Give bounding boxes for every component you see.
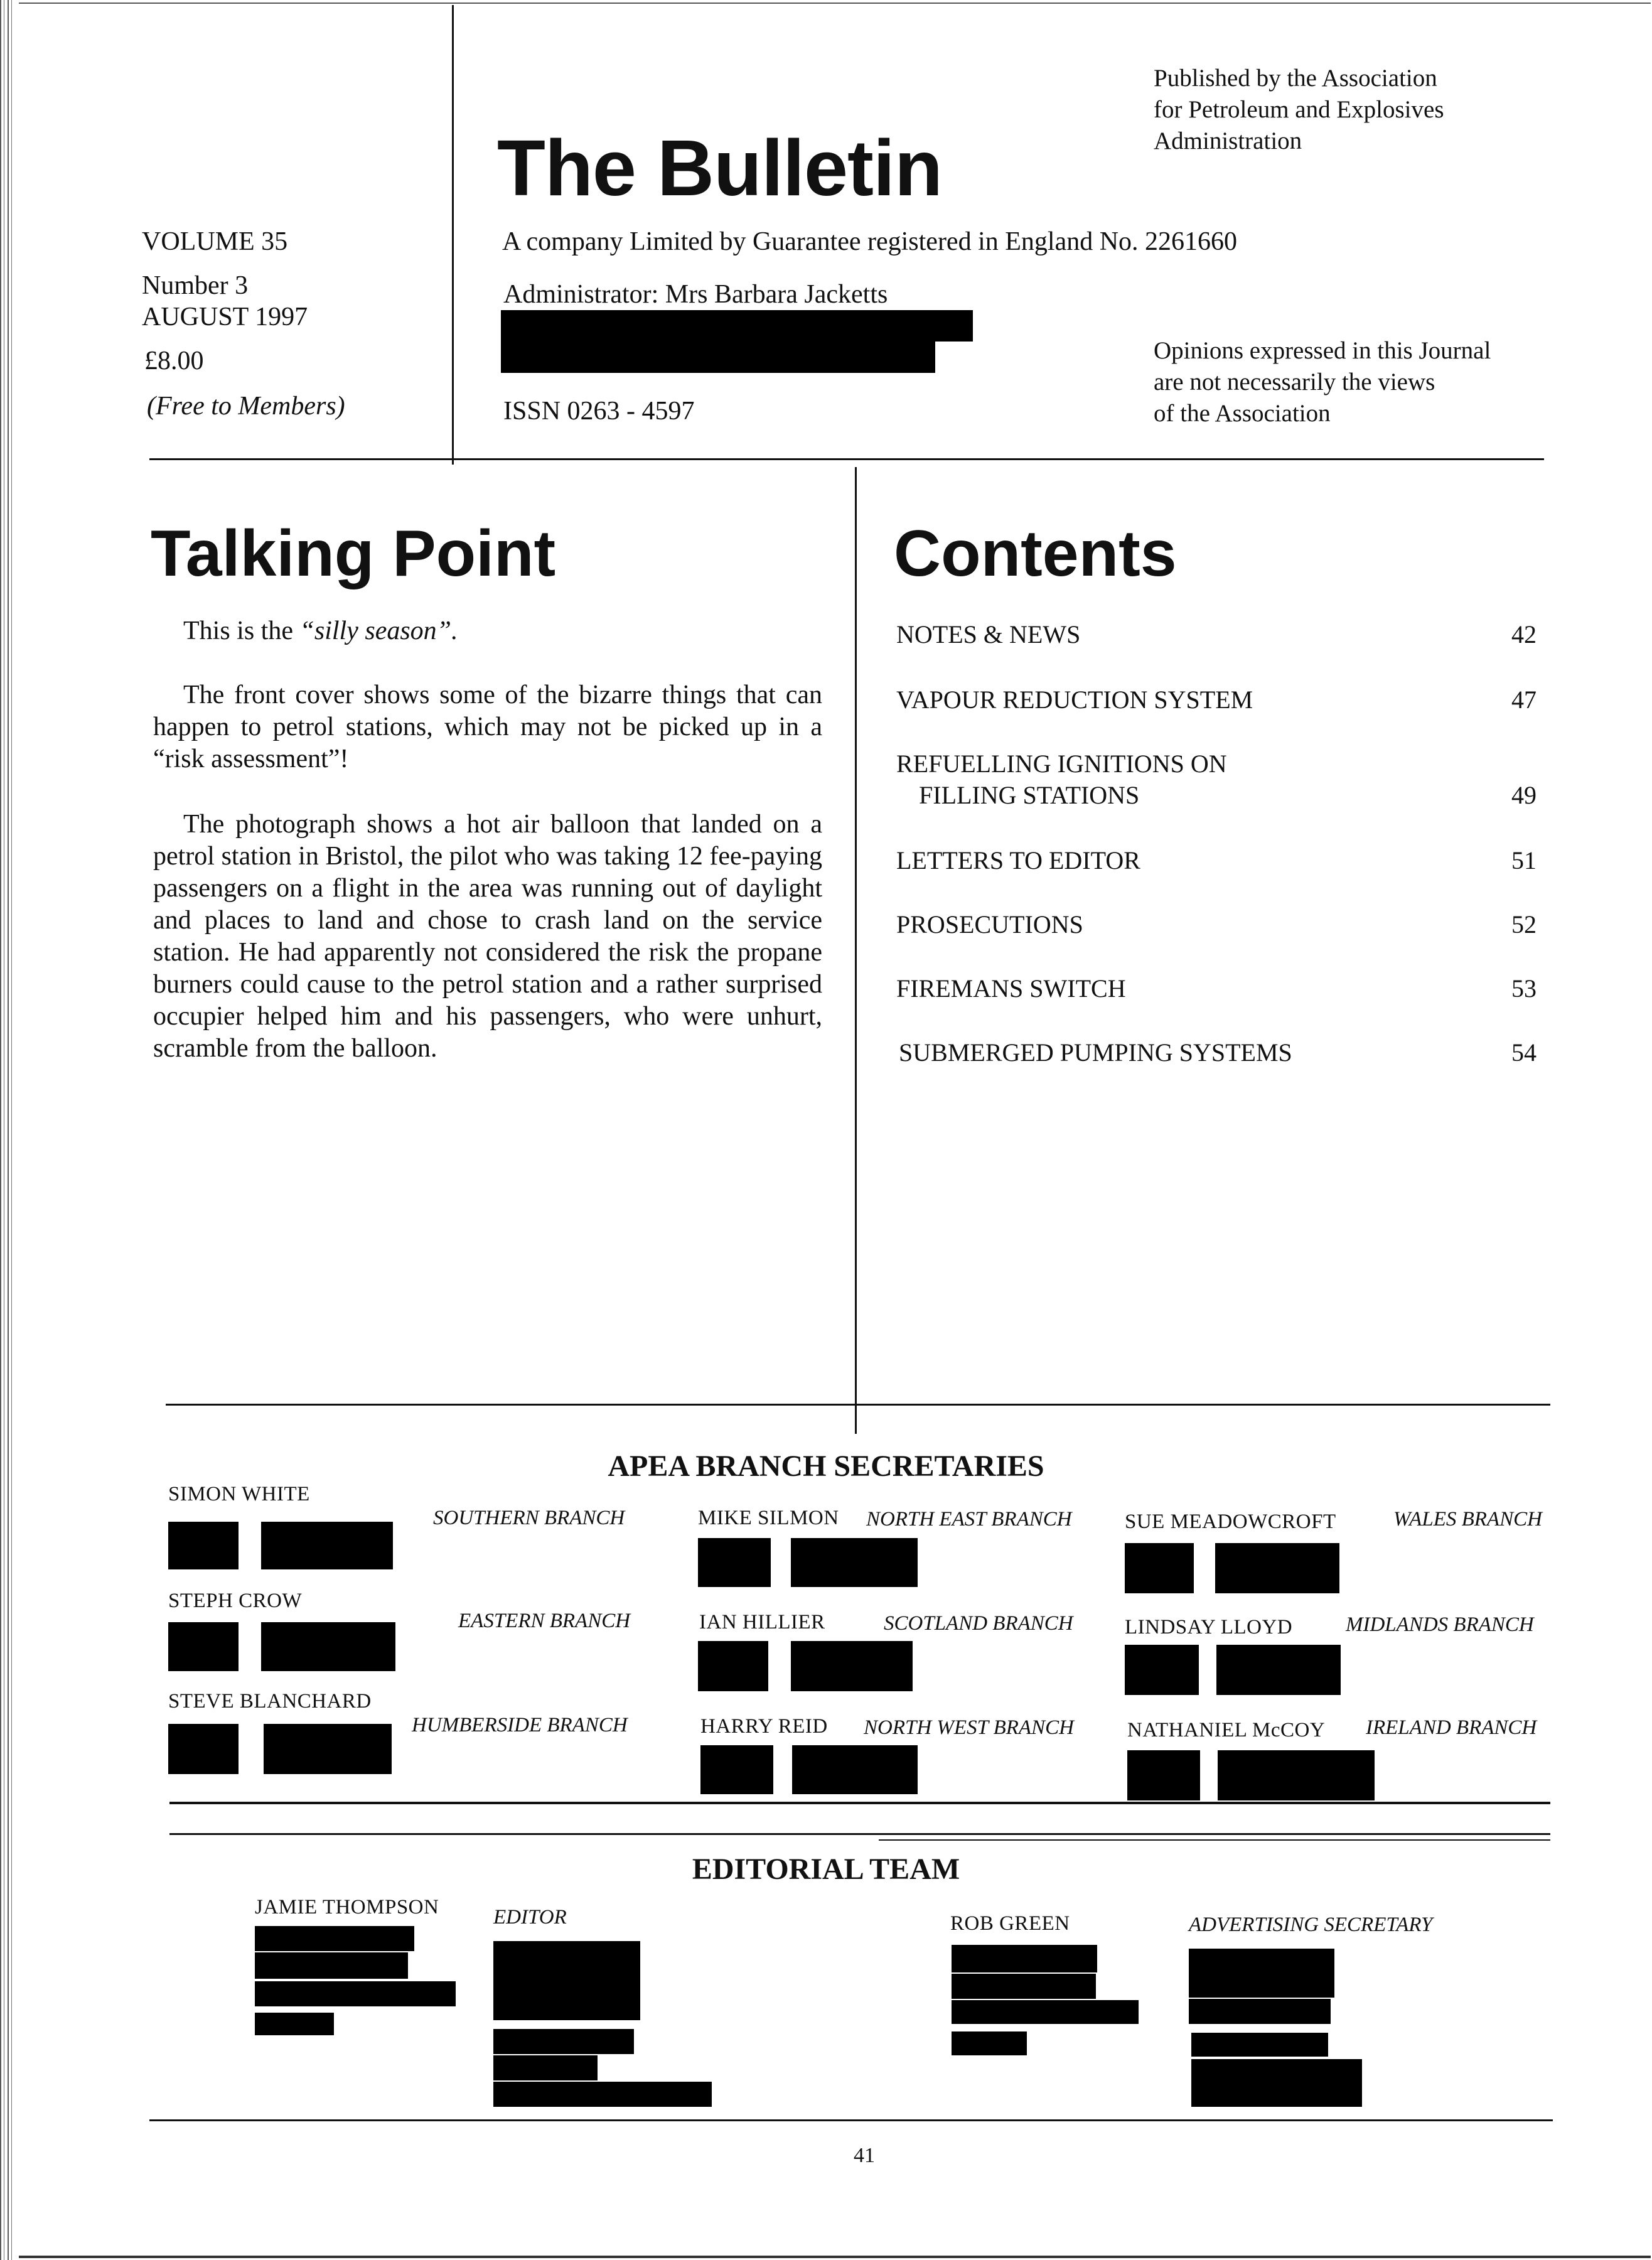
header-divider: [452, 5, 454, 465]
redacted-contact: [1125, 1645, 1199, 1695]
secretary-name: IAN HILLIER: [699, 1611, 825, 1633]
redacted-contact: [952, 1945, 1097, 1972]
redacted-contact: [700, 1745, 773, 1794]
branch-name: IRELAND BRANCH: [1366, 1716, 1537, 1739]
secretary-name: NATHANIEL McCOY: [1127, 1719, 1326, 1741]
secretary-name: SUE MEADOWCROFT: [1125, 1510, 1336, 1533]
toc-item[interactable]: NOTES & NEWS 42: [896, 620, 1537, 648]
redacted-contact: [1191, 2033, 1328, 2057]
redacted-contact: [255, 1981, 456, 2006]
page-number: 41: [854, 2144, 875, 2167]
redacted-contact: [493, 1941, 640, 2020]
secretary-name: MIKE SILMON: [698, 1507, 839, 1529]
branch-bottom-rule: [879, 1839, 1550, 1841]
redacted-contact: [698, 1538, 771, 1587]
branch-name: SOUTHERN BRANCH: [433, 1507, 625, 1529]
redacted-contact: [791, 1641, 913, 1691]
branch-name: HUMBERSIDE BRANCH: [412, 1714, 628, 1736]
redacted-contact: [264, 1724, 392, 1774]
redacted-contact: [952, 2031, 1027, 2055]
talking-point-heading: Talking Point: [151, 517, 556, 590]
redacted-address-1: [501, 310, 973, 342]
redacted-contact: [1189, 1999, 1331, 2024]
scan-bottom-edge: [19, 2256, 1651, 2258]
branch-bottom-rule: [169, 1833, 1550, 1835]
redacted-contact: [1125, 1543, 1194, 1593]
secretary-name: STEVE BLANCHARD: [168, 1690, 372, 1713]
branch-name: WALES BRANCH: [1393, 1508, 1542, 1531]
toc-item[interactable]: SUBMERGED PUMPING SYSTEMS 54: [899, 1038, 1537, 1067]
page-title: The Bulletin: [497, 124, 942, 212]
talking-point-paragraph-2: The photograph shows a hot air balloon that landed on a petrol station in Bristol, the pilot who was taking 12 fee-paying passengers on a flight in the area was running out of daylight and places to land and chose to crash land on the service station. He had apparently not considered the risk the propane burners could cause to the petrol station and a rather surprised occupier helped him and his passengers, who were unhurt, scramble from the balloon.: [153, 810, 822, 1063]
issn: ISSN 0263 - 4597: [503, 397, 695, 426]
redacted-contact: [698, 1641, 768, 1691]
redacted-contact: [1127, 1750, 1200, 1800]
volume-label: VOLUME 35: [142, 227, 288, 256]
editor-role: EDITOR: [493, 1906, 567, 1929]
secretary-name: SIMON WHITE: [168, 1483, 310, 1505]
redacted-contact: [255, 1926, 414, 1951]
branch-bottom-rule: [169, 1802, 1550, 1804]
talking-point-paragraph-1: The front cover shows some of the bizarre things that can happen to petrol stations, which may not be picked up in a “risk assessment”!: [153, 681, 822, 773]
issue-date: AUGUST 1997: [142, 303, 308, 331]
advertising-secretary-role: ADVERTISING SECRETARY: [1189, 1913, 1433, 1936]
redacted-address-2: [501, 342, 935, 373]
redacted-contact: [261, 1622, 395, 1671]
talking-point-intro: This is the “silly season”.: [183, 616, 458, 645]
issue-number: Number 3: [142, 271, 249, 300]
redacted-contact: [1216, 1645, 1341, 1695]
redacted-contact: [792, 1745, 918, 1794]
branch-name: SCOTLAND BRANCH: [884, 1612, 1073, 1635]
editorial-team-heading: EDITORIAL TEAM: [692, 1853, 960, 1886]
branch-name: NORTH EAST BRANCH: [866, 1508, 1072, 1531]
secretary-name: HARRY REID: [700, 1715, 828, 1738]
redacted-contact: [493, 2055, 598, 2080]
editor-name: JAMIE THOMPSON: [255, 1896, 439, 1918]
redacted-contact: [493, 2082, 712, 2107]
opinion-disclaimer: Opinions expressed in this Journal are not necessarily the views of the Association: [1154, 337, 1491, 427]
advertising-secretary-name: ROB GREEN: [950, 1912, 1070, 1935]
redacted-contact: [493, 2029, 634, 2054]
scan-edge: [0, 0, 14, 2260]
toc-item[interactable]: REFUELLING IGNITIONS ON FILLING STATIONS 49: [896, 750, 1537, 809]
administrator: Administrator: Mrs Barbara Jacketts: [503, 280, 888, 309]
branch-secretaries-heading: APEA BRANCH SECRETARIES: [608, 1450, 1044, 1483]
redacted-contact: [168, 1522, 239, 1569]
redacted-contact: [1191, 2059, 1362, 2107]
redacted-contact: [1215, 1543, 1339, 1593]
redacted-contact: [952, 2000, 1139, 2024]
price: £8.00: [144, 347, 204, 375]
branch-name: NORTH WEST BRANCH: [864, 1716, 1074, 1739]
redacted-contact: [1218, 1750, 1375, 1800]
toc-item[interactable]: PROSECUTIONS 52: [896, 910, 1537, 939]
redacted-contact: [1189, 1949, 1334, 1998]
publisher-note: Published by the Association for Petroleum and Explosives Administration: [1154, 65, 1444, 154]
company-registration: A company Limited by Guarantee registered in England No. 2261660: [502, 227, 1238, 256]
free-note: (Free to Members): [147, 392, 345, 421]
header-bottom-rule: [149, 458, 1544, 460]
toc-item[interactable]: VAPOUR REDUCTION SYSTEM 47: [896, 686, 1537, 714]
redacted-contact: [952, 1974, 1096, 1999]
redacted-contact: [261, 1522, 393, 1569]
redacted-contact: [255, 2013, 334, 2035]
column-divider: [855, 467, 857, 1434]
scan-top-edge: [19, 3, 1651, 4]
redacted-contact: [168, 1724, 239, 1774]
redacted-contact: [168, 1622, 239, 1671]
editorial-bottom-rule: [149, 2119, 1553, 2121]
branch-name: EASTERN BRANCH: [458, 1610, 631, 1632]
contents-bottom-rule: [166, 1404, 1550, 1406]
toc-item[interactable]: LETTERS TO EDITOR 51: [896, 846, 1537, 874]
secretary-name: STEPH CROW: [168, 1590, 303, 1612]
redacted-contact: [791, 1538, 918, 1587]
contents-heading: Contents: [894, 517, 1177, 590]
branch-name: MIDLANDS BRANCH: [1346, 1613, 1534, 1636]
secretary-name: LINDSAY LLOYD: [1125, 1616, 1293, 1638]
redacted-contact: [255, 1952, 408, 1979]
toc-item[interactable]: FIREMANS SWITCH 53: [896, 974, 1537, 1003]
